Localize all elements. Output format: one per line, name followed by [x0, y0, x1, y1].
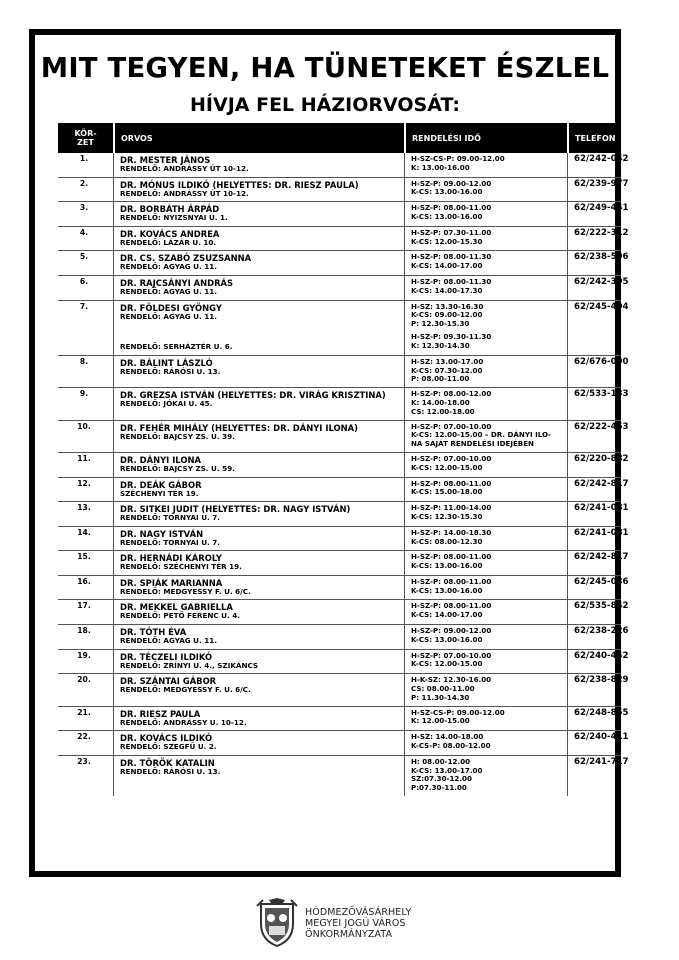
- schedule-cell: [404, 502, 567, 527]
- schedule-cell: [404, 202, 567, 227]
- doctor-cell: [113, 756, 404, 796]
- page-title: MIT TEGYEN, HA TÜNETEKET ÉSZLEL: [40, 52, 610, 84]
- doctor-name: DR. KOVÁCS ILDIKÓ: [120, 733, 213, 744]
- footer-line2: MEGYEI JOGÚ VÁROS: [305, 917, 406, 929]
- header-orvos: ORVOS: [113, 123, 404, 153]
- schedule-line: K-CS: 12.00-15.30: [411, 236, 483, 246]
- table-row: [58, 551, 621, 576]
- schedule-line: K-CS: 14.00-17.00: [411, 261, 483, 271]
- doctor-name: DR. KOVÁCS ANDREA: [120, 228, 220, 239]
- city-crest-icon: [255, 898, 299, 948]
- table-row: [58, 251, 621, 276]
- district-number: 1.: [58, 153, 113, 178]
- phone-number: 62/248-855: [567, 707, 621, 732]
- doctor-name: DR. HERNÁDI KÁROLY: [120, 553, 222, 564]
- doctor-table: [58, 123, 629, 796]
- phone-number: 62/220-882: [567, 453, 621, 478]
- schedule-cell: [404, 276, 567, 301]
- district-number: 6.: [58, 276, 113, 301]
- schedule-cell: [404, 301, 567, 356]
- schedule-line: H: 08.00-12.00: [411, 756, 471, 766]
- phone-number: 62/222-453: [567, 421, 621, 453]
- schedule-cell: [404, 527, 567, 552]
- schedule-line: K-CS-P: 08.00-12.00: [411, 741, 491, 751]
- schedule-line: P: 08.00-11.00: [411, 374, 470, 384]
- schedule-line: CS: 12.00-18.00: [411, 406, 475, 416]
- table-row: [58, 227, 621, 252]
- table-row: [58, 202, 621, 227]
- phone-number: 62/249-441: [567, 202, 621, 227]
- office-address: RENDELŐ: JÓKAI U. 45.: [120, 399, 213, 409]
- office-address-2: RENDELŐ: SERHÁZTÉR U. 6.: [120, 342, 233, 352]
- office-address: RENDELŐ: AGYAG U. 11.: [120, 636, 217, 646]
- office-address: RENDELŐ: ANDRÁSSY U. 10-12.: [120, 717, 247, 727]
- office-address: RENDELŐ: RÁRÓSI U. 13.: [120, 766, 221, 776]
- phone-number: 62/242-817: [567, 478, 621, 503]
- table-row: [58, 153, 621, 178]
- schedule-line: P: 11.30-14.30: [411, 692, 470, 702]
- schedule-line: K-CS: 13.00-16.00: [411, 561, 483, 571]
- doctor-name: DR. SITKEI JUDIT (HELYETTES: DR. NAGY ISTVÁN): [120, 504, 351, 515]
- phone-number: 62/238-596: [567, 251, 621, 276]
- phone-number: 62/242-042: [567, 153, 621, 178]
- doctor-cell: [113, 674, 404, 706]
- doctor-name: DR. FÖLDESI GYÖNGY: [120, 302, 222, 313]
- doctor-cell: [113, 478, 404, 503]
- phone-number: 62/242-817: [567, 551, 621, 576]
- table-row: [58, 178, 621, 203]
- office-address: RENDELŐ: AGYAG U. 11.: [120, 311, 217, 321]
- table-row: [58, 600, 621, 625]
- schedule-line: K-CS: 07.30-12.00: [411, 365, 483, 375]
- schedule-line-2: H-SZ-P: 09.30-11.30: [411, 331, 492, 341]
- schedule-cell: [404, 756, 567, 796]
- office-address: SZÉCHENYI TÉR 19.: [120, 488, 199, 498]
- schedule-line: H-K-SZ: 12.30-16.00: [411, 675, 492, 685]
- schedule-line: H-SZ-P: 07.30-11.00: [411, 227, 492, 237]
- page-subtitle: HÍVJA FEL HÁZIORVOSÁT:: [190, 94, 460, 116]
- schedule-line: SZ:07.30-12.00: [411, 774, 472, 784]
- schedule-cell: [404, 227, 567, 252]
- phone-number: 62/240-411: [567, 731, 621, 756]
- doctor-name: DR. BÁLINT LÁSZLÓ: [120, 357, 213, 368]
- doctor-cell: [113, 502, 404, 527]
- doctor-cell: [113, 453, 404, 478]
- schedule-line: H-SZ-P: 09.00-12.00: [411, 626, 492, 636]
- district-number: 2.: [58, 178, 113, 203]
- district-number: 12.: [58, 478, 113, 503]
- schedule-line: K: 14.00-18.00: [411, 397, 470, 407]
- doctor-name: DR. TÖRÖK KATALIN: [120, 757, 215, 768]
- schedule-line: H-SZ-P: 08.00-11.00: [411, 478, 492, 488]
- schedule-line: P: 12.30-15.30: [411, 319, 470, 329]
- phone-number: 62/240-442: [567, 650, 621, 675]
- schedule-line: H-SZ-P: 08.00-11.00: [411, 601, 492, 611]
- schedule-line: H-SZ-P: 08.00-11.00: [411, 552, 492, 562]
- schedule-cell: [404, 388, 567, 420]
- district-number: 10.: [58, 421, 113, 453]
- phone-number: 62/241-081: [567, 527, 621, 552]
- district-number: 21.: [58, 707, 113, 732]
- doctor-name: DR. MEKKEL GABRIELLA: [120, 602, 233, 613]
- schedule-line: H-SZ-P: 07.00-10.00: [411, 421, 492, 431]
- schedule-line: K-CS: 14.00-17.30: [411, 285, 483, 295]
- office-address: RENDELŐ: AGYAG U. 11.: [120, 262, 217, 272]
- district-number: 4.: [58, 227, 113, 252]
- office-address: RENDELŐ: ANDRÁSSY ÚT 10-12.: [120, 188, 249, 198]
- phone-number: 62/245-036: [567, 576, 621, 601]
- district-number: 23.: [77, 756, 91, 766]
- office-address: RENDELŐ: NYIZSNYAI U. 1.: [120, 213, 228, 223]
- office-address: RENDELŐ: MEDGYESSY F. U. 6/C.: [120, 685, 251, 695]
- schedule-line: H-SZ-P: 09.00-12.00: [411, 178, 492, 188]
- schedule-line: H-SZ-P: 08.00-11.30: [411, 276, 492, 286]
- schedule-line: H-SZ: 13.00-17.00: [411, 356, 484, 366]
- district-number: 14.: [58, 527, 113, 552]
- doctor-name: DR. RAJCSÁNYI ANDRÁS: [120, 277, 234, 288]
- schedule-line: H-SZ-P: 08.00-11.00: [411, 576, 492, 586]
- table-row: [58, 731, 621, 756]
- district-number: 3.: [58, 202, 113, 227]
- doctor-cell: [113, 625, 404, 650]
- schedule-line: K-CS: 12.00-15.00: [411, 462, 483, 472]
- doctor-cell: [113, 707, 404, 732]
- office-address: RENDELŐ: ZRÍNYI U. 4., SZIKÁNCS: [120, 660, 259, 670]
- header-rendelesi-ido: RENDELÉSI IDŐ: [404, 123, 567, 153]
- doctor-cell: [113, 551, 404, 576]
- schedule-cell: [404, 421, 567, 453]
- doctor-cell: [113, 576, 404, 601]
- footer-line3: ÖNKORMÁNYZATA: [305, 928, 393, 940]
- schedule-line: H-SZ-CS-P: 09.00-12.00: [411, 707, 505, 717]
- office-address: RENDELŐ: SZEGFŰ U. 2.: [120, 742, 217, 752]
- table-row: [58, 707, 621, 732]
- doctor-name: DR. DÁNYI ILONA: [120, 454, 201, 465]
- table-header-row: [58, 123, 621, 153]
- office-address: RENDELŐ: SZÉCHENYI TÉR 19.: [120, 562, 242, 572]
- footer-text: [305, 907, 411, 940]
- doctor-cell: [113, 202, 404, 227]
- schedule-line: H-SZ-P: 14.00-18.30: [411, 527, 492, 537]
- schedule-line: H-SZ-P: 11.00-14.00: [411, 503, 492, 513]
- schedule-line: K-CS: 15.00-18.00: [411, 487, 483, 497]
- district-number: 11.: [58, 453, 113, 478]
- schedule-line: H-SZ-P: 07.00-10.00: [411, 453, 492, 463]
- notice-frame: [29, 29, 629, 877]
- phone-number: 62/238-226: [567, 625, 621, 650]
- district-number: 8.: [58, 356, 113, 388]
- table-row: [58, 576, 621, 601]
- schedule-cell: [404, 731, 567, 756]
- doctor-name: DR. SPIÁK MARIANNA: [120, 577, 223, 588]
- phone-number: 62/238-829: [567, 674, 621, 706]
- schedule-line: NA SAJÁT RENDELÉSI IDEJÉBEN: [411, 439, 534, 449]
- schedule-line: K-CS: 08.00-12.30: [411, 536, 483, 546]
- office-address: RENDELŐ: LÁZÁR U. 10.: [120, 237, 217, 247]
- schedule-cell: [404, 625, 567, 650]
- office-address: RENDELŐ: TORNYAI U. 7.: [120, 537, 221, 547]
- table-row: [58, 650, 621, 675]
- doctor-cell: [113, 356, 404, 388]
- schedule-cell: [404, 178, 567, 203]
- schedule-line: K-CS: 12.00-15.00 – DR. DÁNYI ILO-: [411, 430, 552, 440]
- doctor-cell: [113, 731, 404, 756]
- district-number: 13.: [58, 502, 113, 527]
- district-number: 19.: [58, 650, 113, 675]
- schedule-line: K-CS: 13.00-17.00: [411, 765, 483, 775]
- district-number: 22.: [58, 731, 113, 756]
- schedule-line: P:07.30-11.00: [411, 783, 467, 793]
- office-address: RENDELŐ: ANDRÁSSY ÚT 10-12.: [120, 164, 249, 173]
- table-row: [58, 453, 621, 478]
- doctor-cell: [113, 178, 404, 203]
- doctor-name: DR. TÉCZELI ILDIKÓ: [120, 651, 213, 662]
- table-row: [58, 756, 621, 796]
- schedule-cell: [404, 251, 567, 276]
- doctor-cell: [113, 301, 404, 356]
- office-address: RENDELŐ: BAJCSY ZS. U. 39.: [120, 431, 235, 441]
- doctor-name: DR. MESTER JÁNOS: [120, 155, 211, 165]
- doctor-name: DR. CS. SZABÓ ZSUZSANNA: [120, 253, 252, 264]
- table-row: [58, 527, 621, 552]
- schedule-cell: [404, 478, 567, 503]
- district-number: 20.: [58, 674, 113, 706]
- doctor-cell: [113, 276, 404, 301]
- footer-logo: [255, 898, 411, 948]
- schedule-cell: [404, 600, 567, 625]
- district-number: 18.: [58, 625, 113, 650]
- schedule-line: CS: 08.00-11.00: [411, 684, 475, 694]
- phone-number: 62/533-133: [567, 388, 621, 420]
- district-number: 9.: [58, 388, 113, 420]
- schedule-cell: [404, 707, 567, 732]
- schedule-line: K-CS: 13.00-16.00: [411, 211, 483, 221]
- header-telefon: TELEFON: [567, 123, 621, 153]
- doctor-name: DR. NAGY ISTVÁN: [120, 528, 204, 539]
- phone-number: 62/241-717: [567, 756, 621, 796]
- phone-number: 62/241-081: [567, 502, 621, 527]
- schedule-line: H-SZ-P: 07.00-10.00: [411, 650, 492, 660]
- doctor-name: DR. SZÁNTAI GÁBOR: [120, 676, 217, 687]
- schedule-line-2: K: 12.30-14.30: [411, 340, 470, 350]
- schedule-line: K-CS: 13.00-16.00: [411, 585, 483, 595]
- doctor-name: DR. GREZSA ISTVÁN (HELYETTES: DR. VIRÁG KRISZTINA): [120, 390, 386, 401]
- district-number: 17.: [58, 600, 113, 625]
- table-row: [58, 478, 621, 503]
- table-row: [58, 356, 621, 388]
- schedule-line: H-SZ-P: 08.00-11.00: [411, 203, 492, 213]
- doctor-name: DR. BORBÁTH ÁRPÁD: [120, 204, 220, 215]
- schedule-cell: [404, 551, 567, 576]
- doctor-cell: [113, 153, 404, 178]
- schedule-line: K-CS: 13.00-16.00: [411, 634, 483, 644]
- schedule-cell: [404, 576, 567, 601]
- phone-number: 62/245-494: [567, 301, 621, 356]
- table-row: [58, 502, 621, 527]
- doctor-name: DR. FEHÉR MIHÁLY (HELYETTES: DR. DÁNYI ILONA): [120, 422, 358, 433]
- schedule-line: H-SZ-P: 08.00-12.00: [411, 389, 492, 399]
- schedule-cell: [404, 453, 567, 478]
- schedule-cell: [404, 650, 567, 675]
- doctor-cell: [113, 650, 404, 675]
- schedule-cell: [404, 153, 567, 178]
- district-number: 5.: [58, 251, 113, 276]
- office-address: RENDELŐ: MEDGYESSY F. U. 6/C.: [120, 586, 251, 596]
- table-row: [58, 276, 621, 301]
- schedule-line: H-SZ: 14.00-18.00: [411, 732, 484, 742]
- phone-number: 62/676-090: [567, 356, 621, 388]
- office-address: RENDELŐ: BAJCSY ZS. U. 59.: [120, 463, 235, 473]
- doctor-cell: [113, 251, 404, 276]
- schedule-line: H-SZ: 13.30-16.30: [411, 301, 484, 311]
- schedule-line: H-SZ-P: 08.00-11.30: [411, 252, 492, 262]
- doctor-name: DR. DEÁK GÁBOR: [120, 479, 202, 490]
- doctor-name: DR. MÓNUS ILDIKÓ (HELYETTES: DR. RIESZ PAULA): [120, 179, 359, 190]
- table-row: [58, 625, 621, 650]
- schedule-cell: [404, 674, 567, 706]
- office-address: RENDELŐ: RÁRÓSI U. 13.: [120, 366, 221, 376]
- schedule-cell: [404, 356, 567, 388]
- doctor-cell: [113, 227, 404, 252]
- header-korzet: KÖR- ZET: [58, 123, 113, 153]
- office-address: RENDELŐ: PETŐ FERENC U. 4.: [120, 611, 240, 621]
- schedule-line: K-CS: 13.00-16.00: [411, 187, 483, 197]
- schedule-line: K-CS: 14.00-17.00: [411, 610, 483, 620]
- schedule-line: H-SZ-CS-P: 09.00-12.00: [411, 154, 505, 163]
- schedule-line: K: 13.00-16.00: [411, 162, 470, 172]
- schedule-line: K: 12.00-15.00: [411, 716, 470, 726]
- phone-number: 62/222-312: [567, 227, 621, 252]
- phone-number: 62/242-395: [567, 276, 621, 301]
- table-row: [58, 674, 621, 706]
- district-number: 15.: [58, 551, 113, 576]
- table-row: [58, 421, 621, 453]
- district-number: 7.: [58, 301, 113, 356]
- doctor-name: DR. RIESZ PAULA: [120, 708, 201, 719]
- office-address: RENDELŐ: AGYAG U. 11.: [120, 286, 217, 296]
- office-address: RENDELŐ: TORNYAI U. 7.: [120, 513, 221, 523]
- footer-line1: HÓDMEZŐVÁSÁRHELY: [305, 906, 412, 918]
- table-row: [58, 301, 621, 356]
- schedule-line: K-CS: 12.30-15.30: [411, 511, 483, 521]
- schedule-line: K-CS: 12.00-15.00: [411, 659, 483, 669]
- doctor-cell: [113, 600, 404, 625]
- table-row: [58, 388, 621, 420]
- doctor-cell: [113, 527, 404, 552]
- doctor-cell: [113, 388, 404, 420]
- doctor-name: DR. TÓTH ÉVA: [120, 627, 187, 638]
- schedule-line: K-CS: 09.00-12.00: [411, 310, 483, 320]
- phone-number: 62/535-842: [567, 600, 621, 625]
- phone-number: 62/239-977: [567, 178, 621, 203]
- doctor-cell: [113, 421, 404, 453]
- district-number: 16.: [58, 576, 113, 601]
